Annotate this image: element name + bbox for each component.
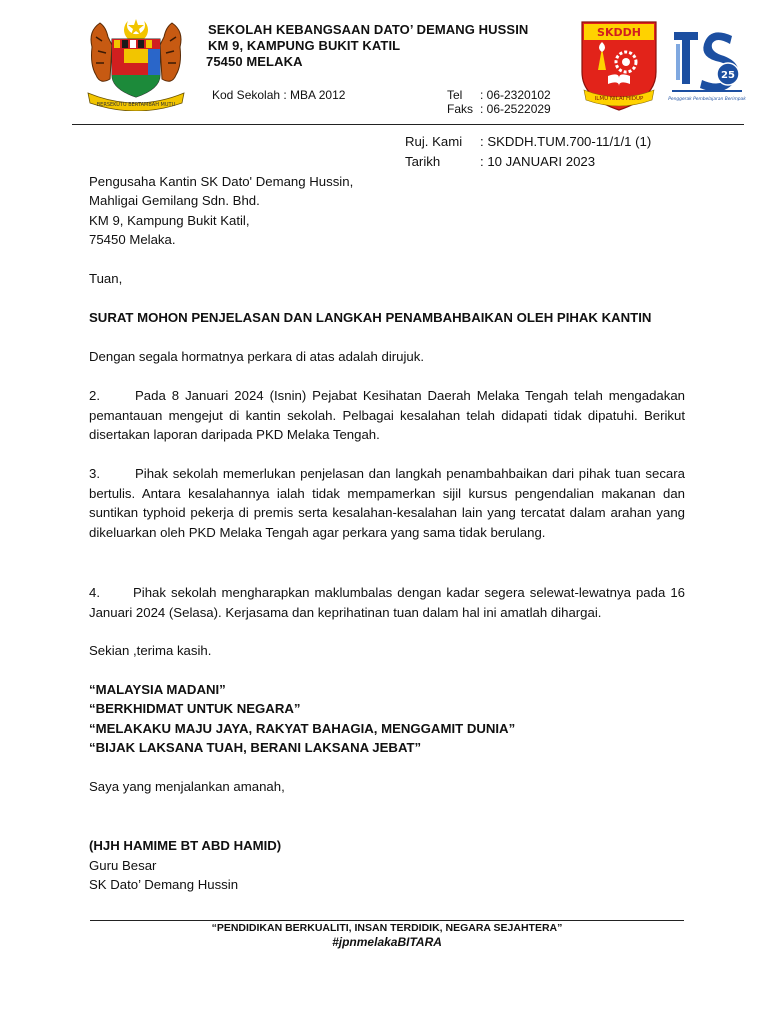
recipient-line: KM 9, Kampung Bukit Katil, [89,213,250,228]
ts25-logo [668,22,746,108]
paragraph-4 [89,583,685,622]
malaysia-crest-logo [86,17,186,111]
slogan-line: “BERKHIDMAT UNTUK NEGARA” [89,701,301,716]
school-name: SEKOLAH KEBANGSAAN DATO’ DEMANG HUSSIN [208,22,529,37]
skddh-badge-logo [578,18,660,112]
letter-subject: SURAT MOHON PENJELASAN DAN LANGKAH PENAMBAHBAIKAN OLEH PIHAK KANTIN [89,310,652,325]
header-divider [72,124,744,125]
ts-caption-text: Penggerak Pembelajaran Berimpak [668,97,746,102]
school-address-line2: 75450 MELAKA [206,54,303,69]
ruj-label: Ruj. Kami [405,134,463,149]
date-value: : 10 JANUARI 2023 [480,154,596,169]
slogan-line: “BIJAK LAKSANA TUAH, BERANI LAKSANA JEBAT” [89,740,422,755]
badge-ribbon-text: ILMU NILAI HIDUP [594,96,644,102]
tel-value: : 06-2320102 [480,88,551,102]
opening-line: Dengan segala hormatnya perkara di atas adalah dirujuk. [89,349,425,364]
signatory-org: SK Dato’ Demang Hussin [89,877,239,892]
signoff-line: Saya yang menjalankan amanah, [89,779,285,794]
fax-value: : 06-2522029 [480,102,551,116]
paragraph-number: 3. [89,466,100,481]
signatory-title: Guru Besar [89,858,157,873]
footer-hashtag: #jpnmelakaBITARA [332,935,442,949]
footer-motto: “PENDIDIKAN BERKUALITI, INSAN TERDIDIK, NEGARA SEJAHTERA” [211,922,563,934]
paragraph-3 [89,464,685,542]
ruj-value: : SKDDH.TUM.700-11/1/1 (1) [480,134,652,149]
school-code: Kod Sekolah : MBA 2012 [212,88,346,102]
school-address-line1: KM 9, KAMPUNG BUKIT KATIL [208,38,401,53]
paragraph-number: 2. [89,388,100,403]
paragraph-text: Pihak sekolah mengharapkan maklumbalas dengan kadar segera selewat-lewatnya pada 16 Januari 2024 (Selasa). Kerjasama dan keprihatinan tuan dalam hal ini amatlah dihargai. [89,585,685,620]
paragraph-2 [89,386,685,445]
paragraph-text: Pihak sekolah memerlukan penjelasan dan langkah penambahbaikan dari pihak tuan secara bertulis. Antara kesalahannya ialah tidak mempamerkan sijil kursus pengendalian makanan dan suntikan typhoid pekerja di premis serta kesalahan-kesalahan lain yang tercatat dalam arahan yang dikeluarkan oleh PKD Melaka Tengah agar perkara yang sama tidak berulang. [89,466,685,540]
footer-divider [90,920,684,921]
recipient-line: Mahligai Gemilang Sdn. Bhd. [89,193,260,208]
badge-top-text: SKDDH [597,26,641,39]
crest-motto-text: BERSEKUTU BERTAMBAH MUTU [96,102,176,108]
slogan-line: “MELAKAKU MAJU JAYA, RAKYAT BAHAGIA, MENGGAMIT DUNIA” [89,721,516,736]
tel-label: Tel [447,88,463,102]
recipient-line: Pengusaha Kantin SK Dato' Demang Hussin, [89,174,354,189]
salutation: Tuan, [89,271,123,286]
ts-number-text: 25 [721,70,735,81]
recipient-line: 75450 Melaka. [89,232,176,247]
closing-line: Sekian ,terima kasih. [89,643,212,658]
slogan-line: “MALAYSIA MADANI” [89,682,226,697]
paragraph-number: 4. [89,585,100,600]
signatory-name: (HJH HAMIME BT ABD HAMID) [89,838,282,853]
paragraph-text: Pada 8 Januari 2024 (Isnin) Pejabat Kesihatan Daerah Melaka Tengah telah mengadakan pemantauan mengejut di kantin sekolah. Pelbagai kesalahan telah didapati tidak dipatuhi. Berikut disertakan laporan daripada PKD Melaka Tengah. [89,388,685,442]
date-label: Tarikh [405,154,441,169]
fax-label: Faks [447,102,474,116]
